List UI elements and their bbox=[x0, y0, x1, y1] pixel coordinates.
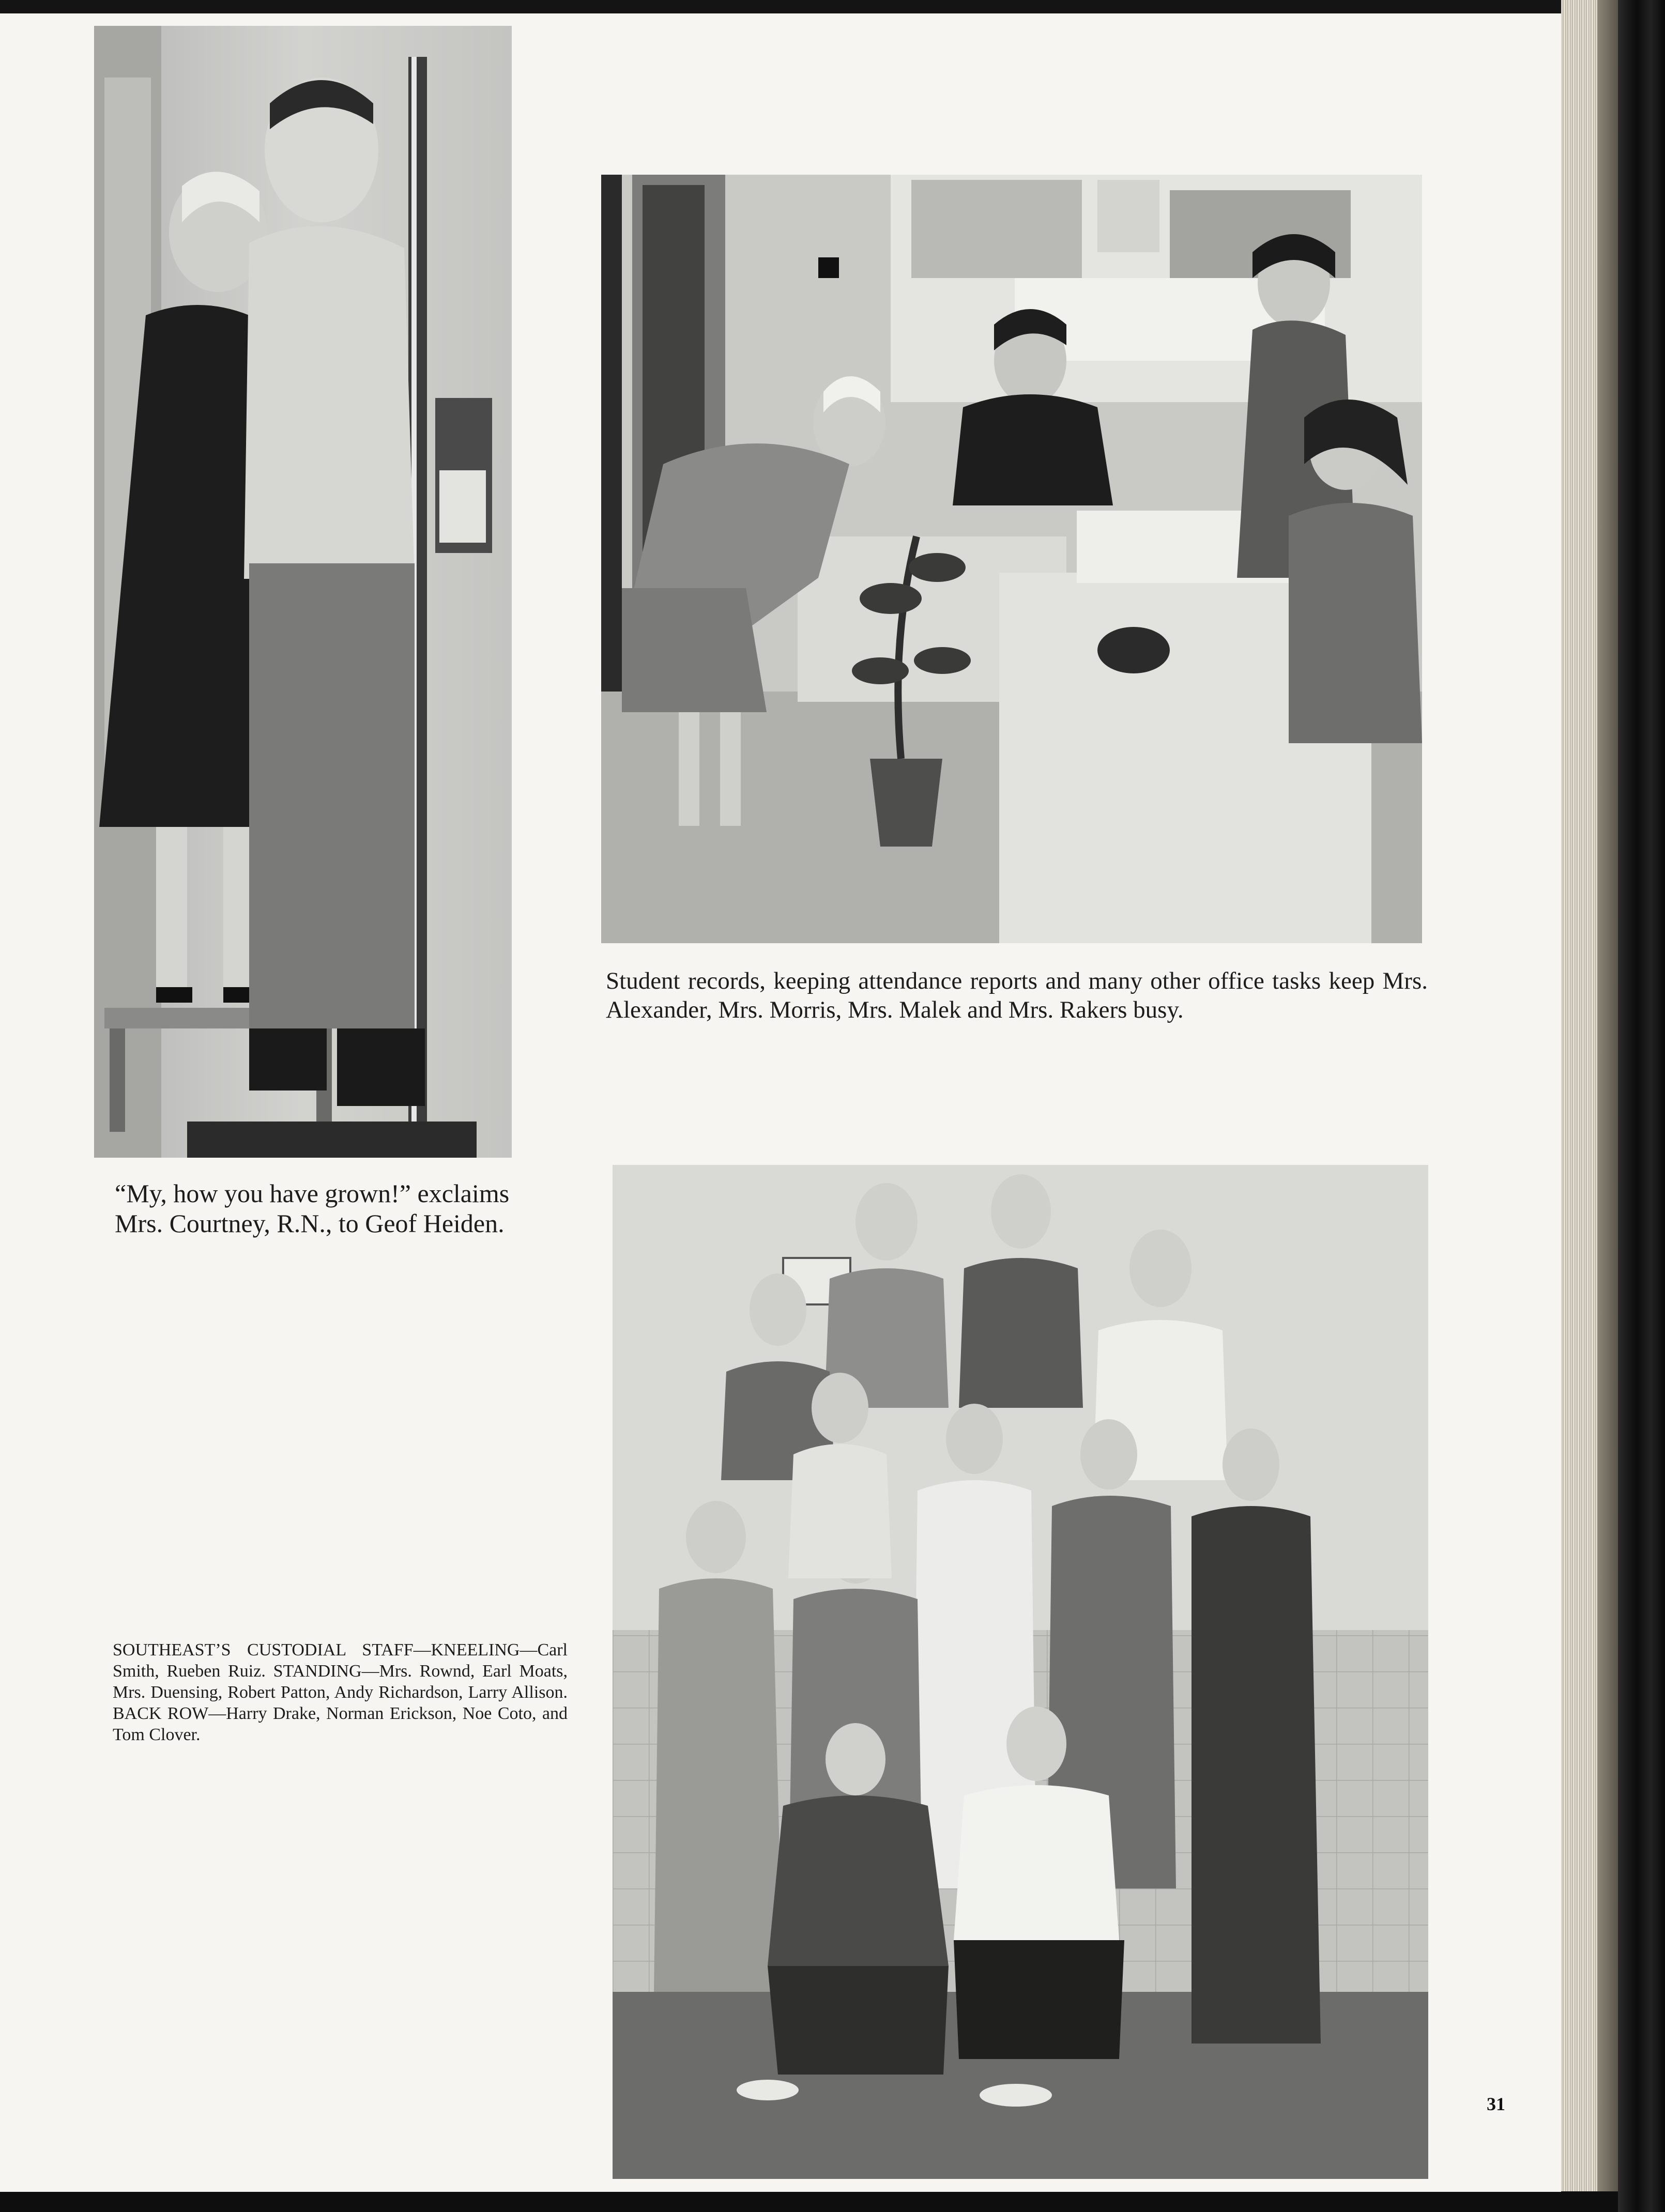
page-edges-shadow bbox=[1597, 0, 1618, 2191]
office-photo-image bbox=[601, 175, 1422, 943]
nurse-photo-image bbox=[94, 26, 512, 1158]
custodial-staff-image bbox=[613, 1165, 1428, 2179]
custodial-staff-caption: SOUTHEAST’S CUSTODIAL STAFF—KNEELING—Carl Smith, Rueben Ruiz. STANDING—Mrs. Rownd, Earl Moats, Mrs. Duensing, Robert Patton, Andy Richardson, Larry Allison. BACK ROW—Harry Drake, Norman Erickson, Noe Coto, and Tom Clover. bbox=[113, 1640, 568, 1744]
scan-bottom-edge bbox=[0, 2192, 1618, 2212]
office-photo-caption: Student records, keeping attendance reports and many other office tasks keep Mrs. Alexander, Mrs. Morris, Mrs. Malek and Mrs. Rakers busy. bbox=[606, 967, 1428, 1023]
book-binding bbox=[1618, 0, 1665, 2212]
custodial-staff-photo bbox=[613, 1165, 1428, 2179]
page-edges bbox=[1561, 0, 1597, 2191]
nurse-photo bbox=[94, 26, 512, 1158]
nurse-photo-caption: “My, how you have grown!” exclaims Mrs. Courtney, R.N., to Geof Heiden. bbox=[115, 1179, 510, 1238]
office-photo bbox=[601, 175, 1422, 943]
page-number: 31 bbox=[1487, 2094, 1505, 2114]
